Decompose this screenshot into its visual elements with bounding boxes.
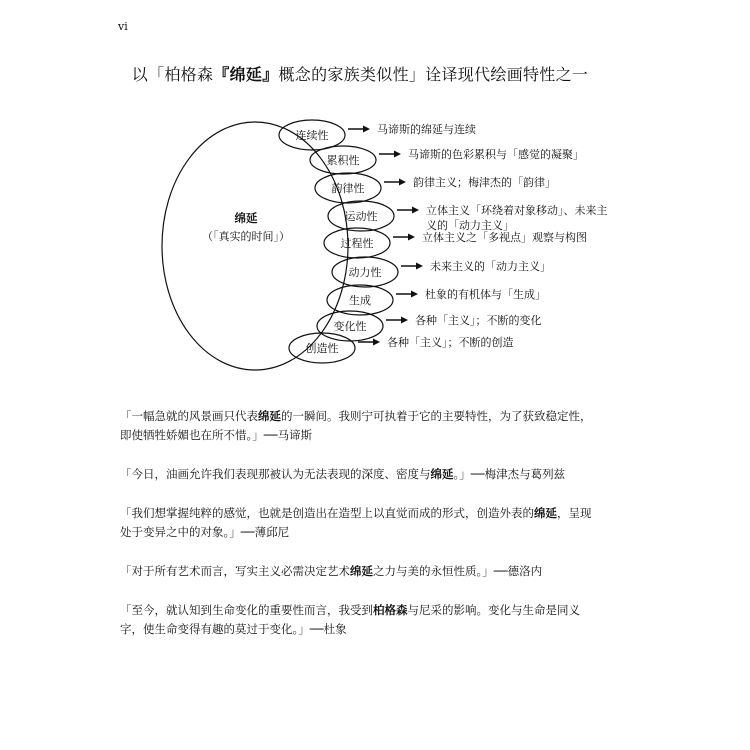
arrow-head [412, 207, 419, 214]
quote-text: 与尼采的影响。变化与生命是同义字，使生命变得有趣的莫过于变化。」──杜象 [120, 603, 580, 636]
page-number: vi [118, 20, 128, 33]
arrow-head [411, 291, 418, 298]
item-description-line: 未来主义的「动力主义」 [430, 260, 551, 273]
quote-emphasis: 绵延 [350, 564, 373, 578]
center-subtitle: （「真实的时间」） [202, 230, 290, 243]
arrow-head [401, 317, 408, 324]
quote-paragraph [120, 407, 600, 445]
item-description [413, 175, 556, 189]
item-label: 连续性 [295, 129, 329, 142]
quotes-section [120, 407, 600, 659]
item-label: 动力性 [348, 266, 382, 279]
title-part-2: 概念的家族类似性」诠译现代绘画特性之一 [278, 65, 589, 84]
item-description-line: 立体主义「环绕着对象移动」、未来主 [426, 204, 608, 217]
item-description-line: 马谛斯的色彩累积与「感觉的凝聚」 [408, 148, 584, 161]
center-title: 绵延 [234, 211, 258, 225]
quote-paragraph [120, 504, 600, 542]
diagram-items [279, 120, 608, 363]
arrow-head [373, 339, 380, 346]
quote-text: ，呈现处于变异之中的对象。」──薄邱尼 [120, 506, 592, 539]
quote-emphasis: 柏格森 [373, 603, 408, 617]
quote-text: 「至今，就认知到生命变化的重要性而言，我受到 [120, 603, 373, 617]
item-description-line: 各种「主义」；不断的变化 [415, 314, 542, 327]
item-description [408, 147, 584, 161]
item-description [430, 259, 551, 273]
item-label: 变化性 [333, 320, 367, 333]
quote-text: 「对于所有艺术而言，写实主义必需决定艺术 [120, 564, 350, 578]
quote-text: 「我们想掌握纯粹的感觉，也就是创造出在造型上以直觉而成的形式，创造外表的 [120, 506, 534, 520]
arrow-head [416, 263, 423, 270]
diagram-item [324, 228, 587, 258]
arrow-head [408, 234, 415, 241]
diagram-item [332, 257, 551, 287]
quote-text: 的一瞬间。我则宁可执着于它的主要特性，为了获致稳定性，即使牺牲娇媚也在所不惜。」──马谛斯 [120, 409, 592, 442]
item-description-line: 韵律主义；梅津杰的「韵律」 [413, 176, 556, 189]
quote-paragraph [120, 562, 600, 581]
item-description-line: 马谛斯的绵延与连续 [377, 123, 476, 136]
quote-emphasis: 绵延 [430, 467, 454, 481]
arrow-head [363, 126, 370, 133]
title-part-1: 以「柏格森 [131, 65, 214, 84]
diagram-item [310, 146, 584, 174]
diagram-item [327, 285, 546, 315]
title-bold-term: 『绵延』 [213, 65, 279, 84]
diagram-item [279, 120, 476, 150]
diagram-item [328, 201, 608, 232]
item-description [387, 335, 514, 349]
item-label: 创造性 [305, 342, 339, 355]
item-label: 过程性 [340, 237, 374, 250]
diagram-item [289, 333, 514, 363]
arrow-head [399, 179, 406, 186]
item-label: 韵律性 [331, 182, 365, 195]
item-description-line: 立体主义之「多视点」观察与构图 [422, 231, 587, 244]
quote-paragraph [120, 465, 600, 484]
quote-paragraph [120, 601, 600, 639]
item-description [377, 122, 476, 136]
quote-text: 之力与美的永恒性质。」──德洛内 [373, 564, 543, 578]
quote-emphasis: 绵延 [534, 506, 557, 520]
item-label: 运动性 [344, 210, 378, 223]
arrow-head [394, 151, 401, 158]
item-description-line: 各种「主义」；不断的创造 [387, 336, 514, 349]
quote-text: 「一幅急就的风景画只代表 [120, 409, 258, 423]
quote-text: 。」──梅津杰与葛列兹 [453, 467, 566, 481]
item-description [426, 203, 608, 232]
item-description [415, 313, 542, 327]
item-description-line: 杜象的有机体与「生成」 [425, 288, 546, 301]
item-description [422, 230, 587, 244]
item-label: 累积性 [326, 154, 360, 167]
quote-emphasis: 绵延 [258, 409, 281, 423]
diagram-item [315, 173, 556, 203]
quote-text: 「今日，油画允许我们表现那被认为无法表现的深度、密度与 [120, 467, 431, 481]
item-description-line: 义的「动力主义」 [426, 219, 514, 232]
item-label: 生成 [349, 294, 371, 307]
item-description [425, 287, 546, 301]
